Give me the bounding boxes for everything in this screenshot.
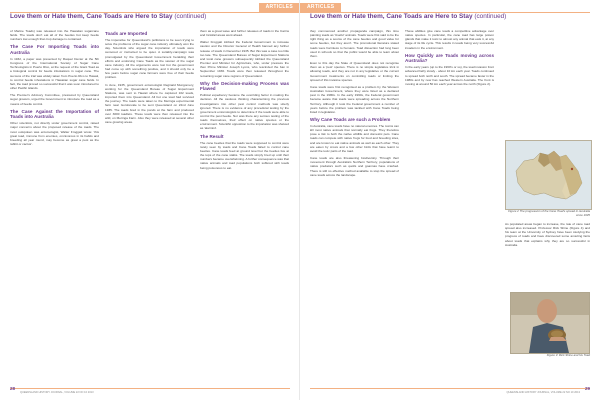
page-title-continued: (continued) xyxy=(174,13,207,20)
section-heading: How Quickly are Toads moving across Australia? xyxy=(405,52,494,64)
paragraph: Political expediency became the overriding factor in making the decision. All the cautious thinking characterising the previous investigations into other pest control methods was utterly ignored. There is no evidence of any procedural testing by the government entomologists to determine if the toads were able to control the pest beetle. Nor was there any serious testing of the toads themselves, their effect on native species or the environment. Scientific opposition to the importation was shelved as 'alarmist'. xyxy=(200,93,289,131)
page-title-continued: (continued) xyxy=(474,13,507,20)
page-title xyxy=(10,13,206,20)
section-heading: The Case For Importing Toads into Australia xyxy=(10,44,99,55)
paragraph: In June, 1935, government entomologist Reginald Mungomery, working for the Queensland Bureau of Sugar Experiment Stations, was sent to Hawaii where he captured 102 toads, imported them into Queensland. All but one toad had survived the journey. The toads were taken to the Meringa experimental farm near Gordonvale to be sent Queensland on 22nd June 1935. The toads bred in the ponds at the farm and produced over 3000 toadlets. These toads were then released into the wild, on Meringa Farm. Also they were released at several other cane growing areas. xyxy=(105,82,194,124)
paragraph: Cane toads are also threatening biodiversity. Through their movement through Australia's Northern Territory, populations of native predators such as quolls and goannas have crashed. There is still no effective method available to stop the spread of cane toads across the landscape. xyxy=(310,156,399,177)
right-page xyxy=(300,0,600,400)
rick-shine-toad-photo xyxy=(510,292,590,354)
paragraph: The cane beetles that the toads were supposed to control were rarely seen by toads and Cane Toads failed to control cane beetles. Cane toads feed at ground level but the beetles live at the tops of the cane stalks. The toads simply bred up until their numbers became overwhelming. A further consequence was that native animals and toad populations both suffered with toads being poisonous to eat. xyxy=(200,140,289,170)
paragraph: In 1932, a paper was presented by Raquel Dexter at the 5th Congress of the International Society of Sugar Cane Technologists in Puerto Rico, at the request of the Giant Toad as a biological control for beetle infestations in sugar cane. The success of the trial was widely taken from Puerto Rico to Hawaii, to control beetle infestations in Hawaiian sugar cane fields. In fact, the toad proved so successful that it was soon introduced to other Pacific islands. xyxy=(10,56,99,91)
paragraph: In the early years (up to the 1960's or so), the toad invasion front advanced fairly slowly - about 10 km each year. Toads continued to spread both north and south. The spread became faster in the 1980s and by now has reached Western Australia. The front is moving at around 50 km each year across the north (Figure 2). xyxy=(405,65,494,86)
text-column-1 xyxy=(310,29,399,180)
page-title-text: Love them or Hate them, Cane Toads are Here to Stay xyxy=(310,13,473,20)
footer-rule xyxy=(310,388,590,389)
page-title-text: Love them or Hate them, Cane Toads are Here to Stay xyxy=(10,13,173,20)
section-tab: ARTICLES xyxy=(300,3,341,12)
page-title xyxy=(310,13,506,20)
section-heading: Why the Decision-making Process was Flawed xyxy=(200,80,289,92)
paragraph: of Marine Toads) was released into the Hawaiian sugarcane fields. The toads don't eat all of the beetles but keep beetle numbers low enough that crop damage is contained. xyxy=(10,29,99,42)
text-below-figure: As populated areas began to increase, the rate of cane toad spread also increased. Professor Rick Shine (Figure 4) and his team at the University of Sydney have been studying the progress of toads and have discovered some amazing facts about toads that explains why they are so successful in Australia. xyxy=(505,222,590,247)
page-number: 29 xyxy=(584,386,590,391)
section-heading: The Case Against the Importation of Toads into Australia xyxy=(10,108,99,120)
paragraph: they commenced another propaganda campaign, this time painting toads as 'Useful' animals. Toads were first said to be the right thing as a source of the cane beetles and good value for some beetles, but they aren't. The promotional literature stated toads were harmless to humans. Toad dissection had long been used in schools so that the public would be able to learn about them. xyxy=(310,29,399,58)
australia-map-icon xyxy=(506,141,591,209)
section-heading: Why Cane Toads are such a Problem xyxy=(310,116,391,122)
section-heading: Toads are Imported xyxy=(105,31,148,36)
figure-caption: Figure 2 The progression of the Cane Toad's spread in Australia since 1935 xyxy=(508,209,590,217)
paragraph: These abilities give cane toads a competitive advantage over native species. In particular, the cane toad has large poison glands that make it toxic to almost any animal that eats it, at any stage of its life cycle. This results in toads being very successful invaders in the environment. xyxy=(405,29,494,50)
section-tab: ARTICLES xyxy=(259,3,300,12)
paragraph: In Australia, cane toads have no natural enemies. The toxins can kill most native animals that normally eat frogs. They therefore pose a risk to both the native wildlife and domestic pets. Cane toads can compete with native frogs for food and breeding sites, and are known to eat native animals as well as each other. They are eaten by crows and a few other birds that have learnt to avoid the toxic parts of the toad. xyxy=(310,123,399,153)
figure-caption: Figure 3: Rick Shine and his Toad xyxy=(546,353,590,357)
section-heading: The Result xyxy=(200,133,224,139)
paragraph: Other scientists, not directly under government control, raised major concerns about the proposed release of the toads. The most outspoken was entomologist, Walter Froggatt wrote: 'this great toad, immune from enemies, omnivorous in its habits and breeding all year round, may become as great a pest as the rabbit or cactus'. xyxy=(10,121,99,146)
paragraph: Walter Froggatt lobbied the Federal Government to increase caution and the Director General of Health banned any further release of toads in December 1935. But this was a case too little too late. The Queensland Bureau of Sugar Experiment Stations and local cane growers subsequently lobbied the Queensland Premier and Minister for Agriculture, who, under pressure the then Prime Minister Joseph Lyons, who rescinded the ban in September 1936. Toads were then released throughout the remaining sugar cane regions of Queensland. xyxy=(200,40,289,78)
footer-rule xyxy=(10,388,290,389)
text-column-2 xyxy=(105,29,194,127)
person-holding-toad-icon xyxy=(511,293,589,353)
page-number: 28 xyxy=(10,386,16,391)
spread-map-figure xyxy=(505,140,592,210)
footer-text: QUEENSLAND HISTORY JOURNAL, VOLUME 22 NO 10 2013 xyxy=(506,391,580,394)
paragraph: The Premier's Advisory Committee, pressured by Queensland sugar growers, urged the Government to introduce the toad as a means of beetle control. xyxy=(10,93,99,106)
footer-text: QUEENSLAND HISTORY JOURNAL, VOLUME 22 NO 10 2013 xyxy=(20,391,94,394)
paragraph: Cane toads were first recognised as a problem by the Western Australian Government, where they were listed as a declared pest in the 1980s. In the early 1990s, the Federal government became aware that toads were spreading across the Northern Territory. Although it took the Federal government a number of years before the problem was tackled with Cane Toads being listed in legislation. xyxy=(310,84,399,114)
paragraph: them as a great wave and further releases of toads in the Cairns and Innisfail areas went ahead. xyxy=(200,29,289,38)
text-column-1 xyxy=(10,29,99,149)
text-column-2 xyxy=(405,29,494,89)
paragraph: Even to this day the State of Queensland does not recognise them as a 'pest' species. There is no simple legislative trick in allowing toads, and they are not in any legislative or the current Government treatments on controlling toads or limiting the spread of this invasive species. xyxy=(310,61,399,82)
text-column-3 xyxy=(200,29,289,173)
paragraph: The imperative for Queensland's politicians to be seen trying to solve the problems of the sugar cane industry ultimately won the day. Scientists who argued the importation of toads were censored or instructed to be quiet. A suitably-campaign was promulgated by the Queensland Government heralding their efforts and endorsing Cane Toads as the saviour of the sugar cane industry. All the arguments were lost but the government had come up with something positive, and it should only be a few years before sugar cane farmers were free of their beetle problem. xyxy=(105,38,194,80)
